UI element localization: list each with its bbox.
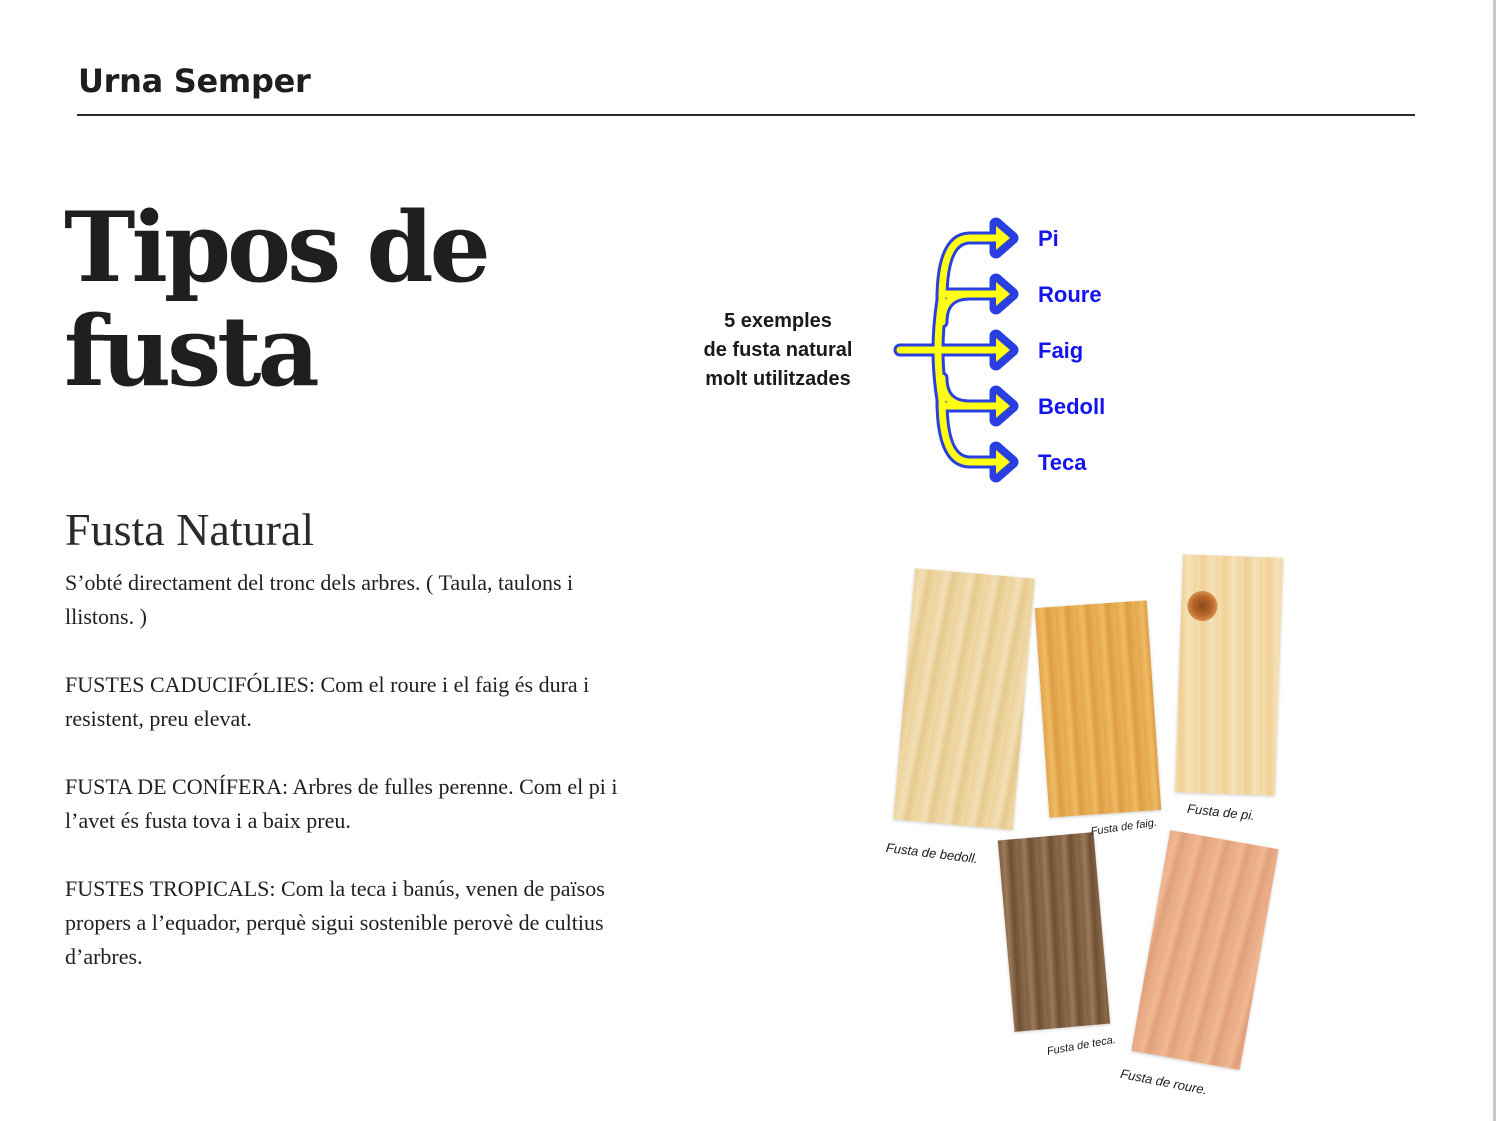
diagram-caption-line-1: 5 exemples xyxy=(724,310,832,332)
wood-sample-roure xyxy=(1131,830,1278,1070)
wood-sample-pi xyxy=(1175,554,1283,795)
caption-pi: Fusta de pi. xyxy=(1186,801,1256,824)
wood-sample-bedoll xyxy=(893,568,1035,829)
diagram-label-pi: Pi xyxy=(1038,226,1059,251)
caption-faig: Fusta de faig. xyxy=(1090,816,1158,838)
wood-knot xyxy=(1187,591,1218,622)
caption-teca: Fusta de teca. xyxy=(1046,1033,1117,1058)
paragraph-conifera: FUSTA DE CONÍFERA: Arbres de fulles perenne. Com el pi i l’avet és fusta tova i a baix preu. xyxy=(65,774,618,833)
diagram-label-faig: Faig xyxy=(1038,338,1084,363)
brand-title: Urna Semper xyxy=(78,62,311,100)
wood-sample-teca xyxy=(998,832,1110,1032)
caption-roure: Fusta de roure. xyxy=(1119,1066,1209,1098)
diagram-label-bedoll: Bedoll xyxy=(1038,394,1106,419)
diagram-label-roure: Roure xyxy=(1038,282,1102,307)
diagram-caption-line-3: molt utilitzades xyxy=(705,368,851,390)
paragraph-intro: S’obté directament del tronc dels arbres. ( Taula, taulons i llistons. ) xyxy=(65,570,574,629)
page-title: Tipos de fusta xyxy=(64,191,487,408)
diagram-label-teca: Teca xyxy=(1038,450,1087,475)
paragraph-tropicals: FUSTES TROPICALS: Com la teca i banús, venen de països propers a l’equador, perquè sigui sostenible perovè de cultius d’arbres. xyxy=(65,876,605,969)
wood-sample-faig xyxy=(1035,600,1161,817)
caption-bedoll: Fusta de bedoll. xyxy=(885,840,979,867)
diagram-caption-line-2: de fusta natural xyxy=(703,339,853,361)
section-subtitle: Fusta Natural xyxy=(65,504,315,555)
section-body xyxy=(65,566,625,1008)
paragraph-caducifolies: FUSTES CADUCIFÓLIES: Com el roure i el faig és dura i resistent, preu elevat. xyxy=(65,672,590,731)
wood-types-diagram xyxy=(680,210,1180,490)
header-divider xyxy=(77,114,1415,116)
